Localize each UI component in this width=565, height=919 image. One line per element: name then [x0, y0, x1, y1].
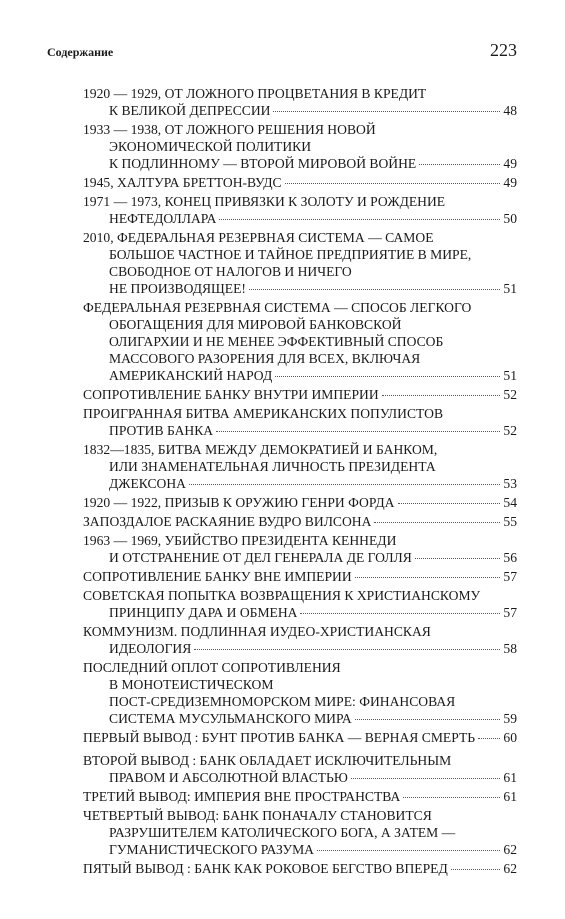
toc-entry[interactable] [83, 623, 517, 657]
toc-entry-page-number: 50 [503, 211, 517, 227]
toc-entry-page-number: 52 [503, 387, 517, 403]
dot-leader [285, 183, 501, 184]
toc-entry-page-number: 60 [503, 730, 517, 746]
toc-entry-line [83, 860, 517, 877]
toc-entry-title-text: ДЖЕКСОНА [109, 476, 187, 492]
toc-entry-line: БОЛЬШОЕ ЧАСТНОЕ И ТАЙНОЕ ПРЕДПРИЯТИЕ В МИРЕ, [109, 247, 472, 263]
toc-entry-line: 1832—1835, БИТВА МЕЖДУ ДЕМОКРАТИЕЙ И БАНКОМ, [83, 442, 438, 458]
toc-entry-line: СОВЕТСКАЯ ПОПЫТКА ВОЗВРАЩЕНИЯ К ХРИСТИАНСКОМУ [83, 587, 481, 603]
toc-entry-title-text: НЕФТЕДОЛЛАРА [109, 211, 217, 227]
toc-entry-line [83, 155, 517, 172]
toc-entry-line: РАЗРУШИТЕЛЕМ КАТОЛИЧЕСКОГО БОГА, А ЗАТЕМ — [109, 824, 456, 840]
toc-entry-title-text: ЗАПОЗДАЛОЕ РАСКАЯНИЕ ВУДРО ВИЛСОНА [83, 514, 372, 530]
toc-entry-title-text: ТРЕТИЙ ВЫВОД: ИМПЕРИЯ ВНЕ ПРОСТРАНСТВА [83, 789, 401, 804]
toc-entry-page-number: 62 [503, 860, 517, 876]
toc-entry-title-text: ПРАВОМ И АБСОЛЮТНОЙ ВЛАСТЬЮ [109, 770, 348, 786]
toc-entry[interactable] [83, 568, 517, 585]
toc-entry[interactable] [83, 299, 517, 384]
toc-entry-page-number: 55 [503, 514, 517, 530]
toc-entry[interactable] [83, 121, 517, 172]
toc-entry-line: 1920 — 1929, ОТ ЛОЖНОГО ПРОЦВЕТАНИЯ В КРЕДИТ [83, 86, 427, 101]
toc-entry-line: СВОБОДНОЕ ОТ НАЛОГОВ И НИЧЕГО [109, 264, 352, 280]
toc-entry[interactable] [83, 807, 517, 858]
toc-entry-line [83, 769, 517, 786]
dot-leader [317, 850, 500, 851]
toc-entry-line [83, 210, 517, 227]
toc-entry[interactable] [83, 788, 517, 805]
toc-entry[interactable] [83, 752, 517, 786]
toc-entry-line [83, 386, 517, 403]
toc-entry-title-text: ГУМАНИСТИЧЕСКОГО РАЗУМА [109, 842, 314, 858]
dot-leader [403, 797, 500, 798]
dot-leader [355, 577, 501, 578]
toc-entry-page-number: 52 [503, 423, 517, 439]
toc-entry-title-text: ИДЕОЛОГИЯ [109, 641, 192, 657]
toc-entry-line: 1963 — 1969, УБИЙСТВО ПРЕЗИДЕНТА КЕННЕДИ [83, 533, 397, 549]
toc-entry[interactable] [83, 494, 517, 511]
toc-entry-page-number: 57 [503, 605, 517, 621]
dot-leader [249, 289, 501, 290]
toc-entry-title-text: СОПРОТИВЛЕНИЕ БАНКУ ВНЕ ИМПЕРИИ [83, 569, 352, 585]
dot-leader [451, 869, 501, 870]
toc-entry[interactable] [83, 386, 517, 403]
toc-entry-line [83, 494, 517, 511]
dot-leader [189, 484, 500, 485]
toc-entry-line [83, 841, 517, 858]
toc-entry-line: КОММУНИЗМ. ПОДЛИННАЯ ИУДЕО-ХРИСТИАНСКАЯ [83, 623, 431, 639]
dot-leader [419, 164, 500, 165]
toc-entry-line [83, 729, 517, 746]
toc-entry[interactable] [83, 860, 517, 877]
toc-entry[interactable] [83, 174, 517, 191]
dot-leader [275, 376, 500, 377]
toc-entry[interactable] [83, 229, 517, 297]
toc-entry-title-text: НЕ ПРОИЗВОДЯЩЕЕ! [109, 281, 246, 297]
dot-leader [382, 395, 501, 396]
toc-entry-line: ЭКОНОМИЧЕСКОЙ ПОЛИТИКИ [109, 139, 312, 155]
toc-entry[interactable] [83, 587, 517, 621]
toc-entry-page-number: 61 [503, 789, 517, 804]
toc-entry-line: ПОСТ-СРЕДИЗЕМНОМОРСКОМ МИРЕ: ФИНАНСОВАЯ [109, 694, 456, 710]
toc-entry-title-text: К ВЕЛИКОЙ ДЕПРЕССИИ [109, 103, 271, 119]
toc-entry-page-number: 59 [503, 711, 517, 727]
dot-leader [355, 719, 501, 720]
toc-entry-page-number: 61 [503, 770, 517, 786]
toc-entry-line: ОЛИГАРХИИ И НЕ МЕНЕЕ ЭФФЕКТИВНЫЙ СПОСОБ [109, 334, 444, 350]
toc-entry-line [83, 640, 517, 657]
toc-entry-line [83, 513, 517, 530]
toc-entry-line: 1971 — 1973, КОНЕЦ ПРИВЯЗКИ К ЗОЛОТУ И РОЖДЕНИЕ [83, 193, 446, 209]
toc-entry-line [83, 568, 517, 585]
toc-entry-page-number: 49 [503, 156, 517, 172]
toc-entry-line [83, 604, 517, 621]
toc-entry-line: ВТОРОЙ ВЫВОД : БАНК ОБЛАДАЕТ ИСКЛЮЧИТЕЛЬНЫМ [83, 753, 452, 769]
toc-entry[interactable] [83, 513, 517, 530]
dot-leader [273, 111, 500, 112]
toc-entry-line [83, 280, 517, 297]
toc-entry-title-text: ПРОТИВ БАНКА [109, 423, 214, 439]
toc-entry-line: ФЕДЕРАЛЬНАЯ РЕЗЕРВНАЯ СИСТЕМА — СПОСОБ ЛЕГКОГО [83, 300, 472, 316]
toc-entry-line: ИЛИ ЗНАМЕНАТЕЛЬНАЯ ЛИЧНОСТЬ ПРЕЗИДЕНТА [109, 459, 436, 475]
toc-entry-title-text: СИСТЕМА МУСУЛЬМАНСКОГО МИРА [109, 711, 352, 727]
toc-entry[interactable] [83, 193, 517, 227]
toc-entry-page-number: 62 [503, 842, 517, 858]
toc-entry-title-text: И ОТСТРАНЕНИЕ ОТ ДЕЛ ГЕНЕРАЛА ДЕ ГОЛЛЯ [109, 550, 412, 566]
toc-entry[interactable] [83, 405, 517, 439]
toc-entry-title-text: ПЯТЫЙ ВЫВОД : БАНК КАК РОКОВОЕ БЕГСТВО ВПЕРЕД [83, 860, 448, 876]
toc-entry-page-number: 49 [503, 175, 517, 191]
toc-entry-page-number: 54 [503, 495, 517, 511]
toc-entry-page-number: 51 [503, 281, 517, 297]
toc-entry[interactable] [83, 441, 517, 492]
toc-entry-line: МАССОВОГО РАЗОРЕНИЯ ДЛЯ ВСЕХ, ВКЛЮЧАЯ [109, 351, 421, 367]
toc-entry-line [83, 788, 517, 805]
toc-entry-line [83, 549, 517, 566]
toc-entry-title-text: ПРИНЦИПУ ДАРА И ОБМЕНА [109, 605, 298, 621]
dot-leader [216, 431, 500, 432]
table-of-contents [83, 85, 517, 879]
toc-entry-line [83, 422, 517, 439]
toc-entry-page-number: 48 [503, 103, 517, 119]
toc-entry-title-text: К ПОДЛИННОМУ — ВТОРОЙ МИРОВОЙ ВОЙНЕ [109, 156, 417, 172]
dot-leader [374, 522, 500, 523]
dot-leader [219, 219, 500, 220]
toc-entry-page-number: 56 [503, 550, 517, 566]
toc-entry[interactable] [83, 85, 517, 119]
toc-entry-line [83, 367, 517, 384]
dot-leader [415, 558, 501, 559]
toc-entry-line: В МОНОТЕИСТИЧЕСКОМ [109, 677, 274, 693]
toc-entry[interactable] [83, 729, 517, 746]
toc-entry-page-number: 58 [503, 641, 517, 657]
dot-leader [300, 613, 500, 614]
dot-leader [478, 738, 500, 739]
toc-entry-line: 2010, ФЕДЕРАЛЬНАЯ РЕЗЕРВНАЯ СИСТЕМА — САМОЕ [83, 229, 434, 245]
toc-entry-line: ЧЕТВЕРТЫЙ ВЫВОД: БАНК ПОНАЧАЛУ СТАНОВИТСЯ [83, 807, 432, 823]
toc-entry-title-text: СОПРОТИВЛЕНИЕ БАНКУ ВНУТРИ ИМПЕРИИ [83, 387, 379, 403]
toc-entry-line: 1933 — 1938, ОТ ЛОЖНОГО РЕШЕНИЯ НОВОЙ [83, 121, 376, 137]
toc-entry-line: ПРОИГРАННАЯ БИТВА АМЕРИКАНСКИХ ПОПУЛИСТОВ [83, 406, 444, 422]
toc-entry-line: ОБОГАЩЕНИЯ ДЛЯ МИРОВОЙ БАНКОВСКОЙ [109, 317, 402, 333]
toc-entry-page-number: 57 [503, 569, 517, 585]
running-head: Содержание [47, 45, 114, 59]
toc-entry-title-text: 1920 — 1922, ПРИЗЫВ К ОРУЖИЮ ГЕНРИ ФОРДА [83, 495, 395, 511]
toc-entry-line [83, 174, 517, 191]
toc-entry[interactable] [83, 532, 517, 566]
toc-entry-page-number: 53 [503, 476, 517, 492]
dot-leader [194, 649, 500, 650]
page-number: 223 [490, 40, 517, 60]
dot-leader [351, 778, 501, 779]
toc-entry-page-number: 51 [503, 368, 517, 384]
toc-entry-title-text: АМЕРИКАНСКИЙ НАРОД [109, 368, 273, 384]
dot-leader [398, 503, 501, 504]
toc-entry[interactable] [83, 659, 517, 727]
toc-entry-title-text: ПЕРВЫЙ ВЫВОД : БУНТ ПРОТИВ БАНКА — ВЕРНАЯ СМЕРТЬ [83, 730, 476, 746]
toc-entry-title-text: 1945, ХАЛТУРА БРЕТТОН-ВУДС [83, 175, 282, 191]
toc-entry-line: ПОСЛЕДНИЙ ОПЛОТ СОПРОТИВЛЕНИЯ [83, 659, 341, 675]
toc-entry-line [83, 102, 517, 119]
toc-entry-line [83, 475, 517, 492]
toc-entry-line [83, 710, 517, 727]
